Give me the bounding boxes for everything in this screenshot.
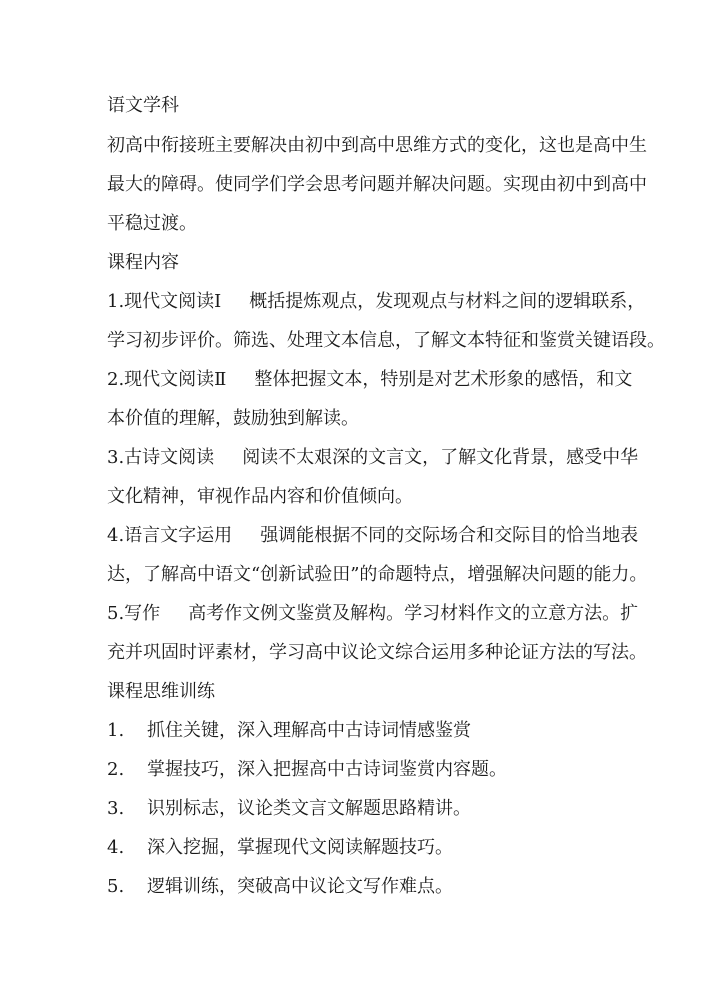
course-4-head: 4.语言文字运用 [107, 525, 233, 546]
course-5-text: 高考作文例文鉴赏及解构。学习材料作文的立意方法。扩 [188, 603, 639, 624]
course-2-line-2: 本价值的理解，鼓励独到解读。 [107, 408, 359, 429]
course-1-text: 概括提炼观点，发现观点与材料之间的逻辑联系， [249, 291, 646, 312]
course-3-head: 3.古诗文阅读 [107, 447, 215, 468]
course-heading: 课程内容 [107, 252, 179, 273]
training-item-1 [107, 720, 471, 742]
course-5-line-2: 充并巩固时评素材，学习高中议论文综合运用多种论证方法的写法。 [107, 642, 647, 663]
training-5-text: 逻辑训练，突破高中议论文写作难点。 [147, 876, 453, 897]
training-2-num: 2. [107, 759, 125, 780]
course-5-line-1 [107, 603, 638, 625]
intro-line-1: 初高中衔接班主要解决由初中到高中思维方式的变化，这也是高中生 [107, 135, 647, 156]
course-1-line-2: 学习初步评价。筛选、处理文本信息，了解文本特征和鉴赏关键语段。 [107, 330, 665, 351]
course-2-head: 2.现代文阅读Ⅱ [107, 369, 227, 390]
training-2-text: 掌握技巧，深入把握高中古诗词鉴赏内容题。 [147, 759, 507, 780]
training-4-text: 深入挖掘，掌握现代文阅读解题技巧。 [147, 837, 453, 858]
intro-line-3: 平稳过渡。 [107, 213, 197, 234]
intro-line-2: 最大的障碍。使同学们学会思考问题并解决问题。实现由初中到高中 [107, 174, 647, 195]
training-3-num: 3. [107, 798, 125, 819]
training-1-num: 1. [107, 720, 125, 741]
doc-title: 语文学科 [107, 95, 179, 116]
course-3-line-2: 文化精神，审视作品内容和价值倾向。 [107, 486, 413, 507]
course-1-head: 1.现代文阅读Ⅰ [107, 291, 222, 312]
training-1-text: 抓住关键，深入理解高中古诗词情感鉴赏 [147, 720, 471, 741]
training-item-4 [107, 837, 453, 859]
training-3-text: 识别标志，议论类文言文解题思路精讲。 [147, 798, 471, 819]
course-4-line-1 [107, 525, 638, 547]
training-4-num: 4. [107, 837, 125, 858]
training-5-num: 5. [107, 876, 125, 897]
course-4-line-2: 达，了解高中语文“创新试验田”的命题特点，增强解决问题的能力。 [107, 564, 648, 585]
course-5-head: 5.写作 [107, 603, 161, 624]
training-item-2 [107, 759, 507, 781]
course-3-line-1 [107, 447, 638, 469]
training-heading: 课程思维训练 [107, 681, 215, 702]
course-1-line-1 [107, 291, 645, 313]
course-4-text: 强调能根据不同的交际场合和交际目的恰当地表 [260, 525, 639, 546]
training-item-3 [107, 798, 471, 820]
course-2-text: 整体把握文本，特别是对艺术形象的感悟，和文 [254, 369, 633, 390]
course-2-line-1 [107, 369, 632, 391]
course-3-text: 阅读不太艰深的文言文，了解文化背景，感受中华 [242, 447, 639, 468]
training-item-5 [107, 876, 453, 898]
